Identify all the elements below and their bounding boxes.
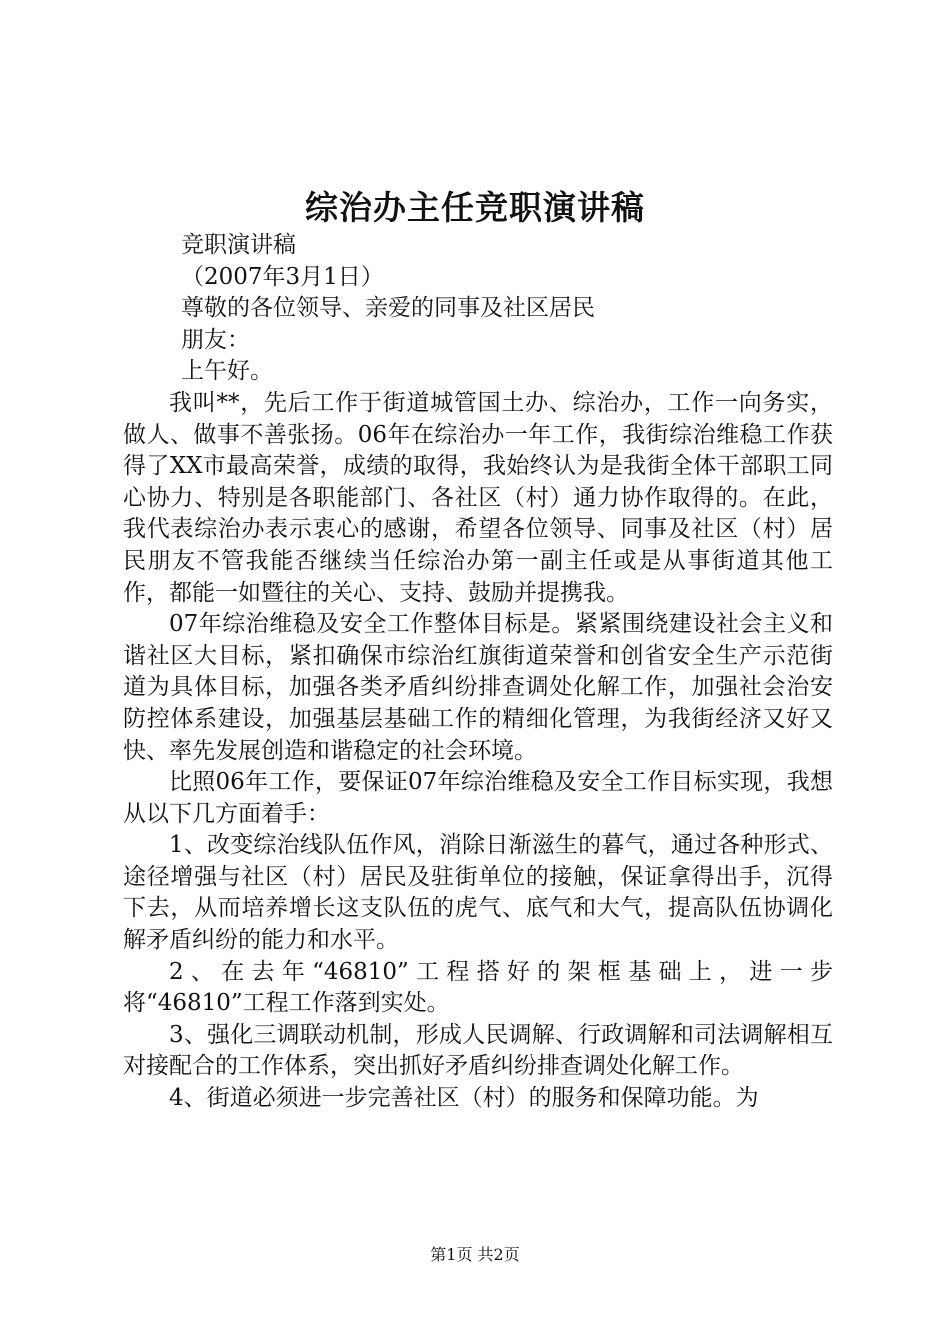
paragraph-goals: 07年综治维稳及安全工作整体目标是。紧紧围绕建设社会主义和谐社区大目标，紧扣确保市综治红旗街道荣誉和创省安全生产示范街道为具体目标，加强各类矛盾纠纷排查调处化解工作，加强社会治安防控体系建设，加强基层基础工作的精细化管理，为我街经济又好又快、率先发展创造和谐稳定的社会环境。: [123, 611, 833, 764]
paragraph-item-2: 2、在去年“46810”工程搭好的架框基础上，进一步将“46810”工程工作落到实处。: [123, 958, 833, 1017]
paragraph-item-3: 3、强化三调联动机制，形成人民调解、行政调解和司法调解相互对接配合的工作体系，突出抓好矛盾纠纷排查调处化解工作。: [123, 1021, 833, 1080]
subtitle-line: 竞职演讲稿: [181, 232, 296, 258]
page-number: 第1页 共2页: [430, 1245, 520, 1264]
salutation-continuation: 朋友：: [181, 326, 250, 353]
document-body: [123, 230, 833, 1115]
salutation-line: 尊敬的各位领导、亲爱的同事及社区居民: [181, 295, 595, 322]
document-title: 综治办主任竞职演讲稿: [305, 188, 645, 227]
date-line: （2007年3月1日）: [181, 263, 384, 290]
paragraph-plan-intro: 比照06年工作，要保证07年综治维稳及安全工作目标实现，我想从以下几方面着手：: [123, 769, 833, 827]
greeting-line: 上午好。: [181, 358, 273, 385]
paragraph-item-4: 4、街道必须进一步完善社区（村）的服务和保障功能。为: [169, 1085, 759, 1112]
paragraph-introduction: 我叫**，先后工作于街道城管国土办、综治办，工作一向务实，做人、做事不善张扬。06年在综治办一年工作，我街综治维稳工作获得了XX市最高荣誉，成绩的取得，我始终认为是我街全体干部职工同心协力、特别是各职能部门、各社区（村）通力协作取得的。在此，我代表综治办表示衷心的感谢，希望各位领导、同事及社区（村）居民朋友不管我能否继续当任综治办第一副主任或是从事街道其他工作，都能一如暨往的关心、支持、鼓励并提携我。: [123, 389, 833, 606]
paragraph-item-1: 1、改变综治线队伍作风，消除日渐滋生的暮气，通过各种形式、途径增强与社区（村）居民及驻街单位的接触，保证拿得出手，沉得下去，从而培养增长这支队伍的虎气、底气和大气，提高队伍协调化解矛盾纠纷的能力和水平。: [123, 832, 833, 954]
